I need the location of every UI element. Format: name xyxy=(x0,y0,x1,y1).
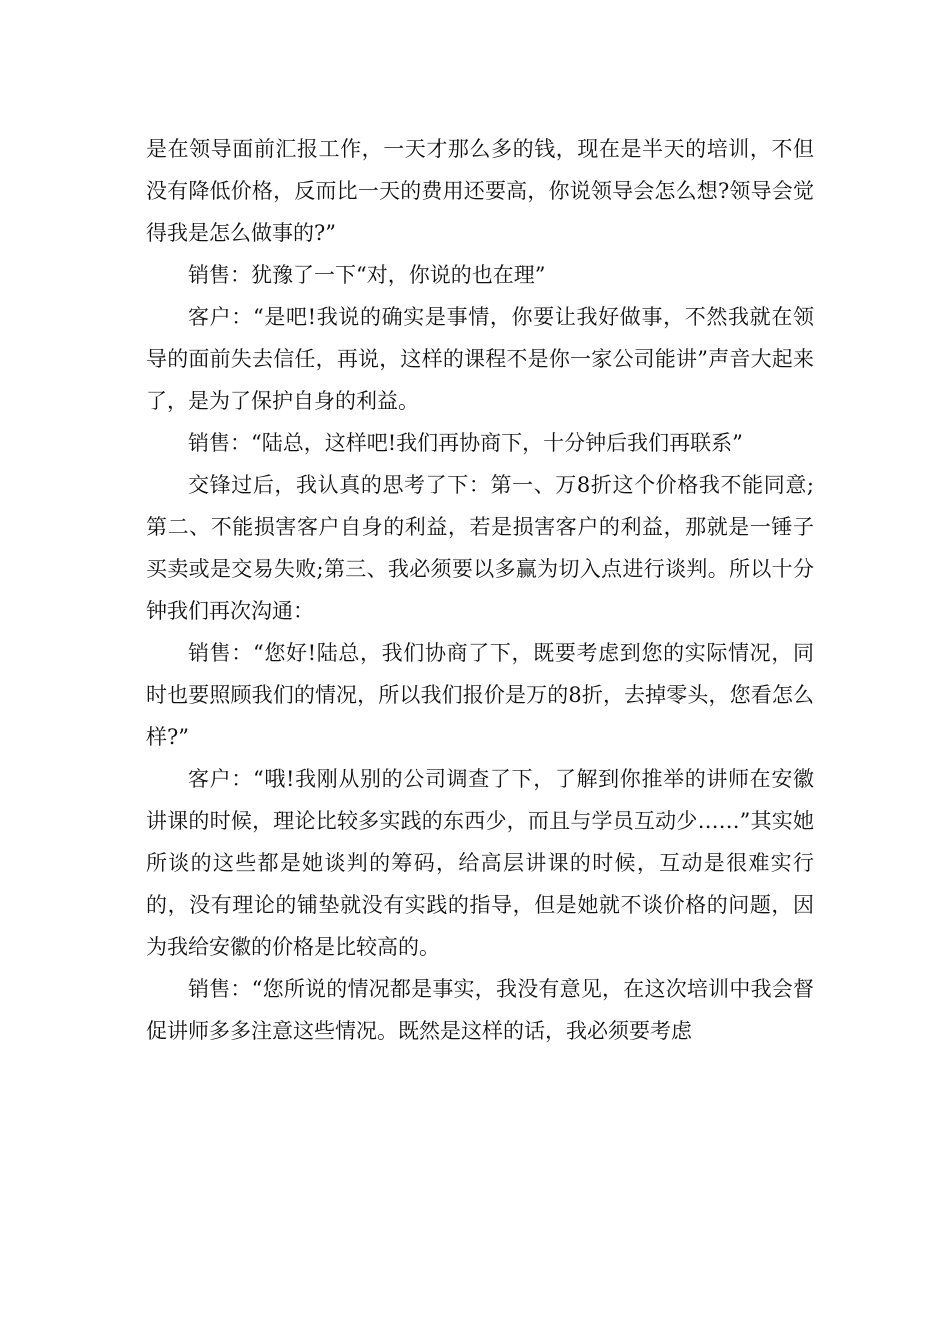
paragraph-7: 客户：“哦!我刚从别的公司调查了下，了解到你推举的讲师在安徽讲课的时候，理论比较多实践的东西少，而且与学员互动少……”其实她所谈的这些都是她谈判的筹码，给高层讲课的时候，互动是很难实行的，没有理论的铺垫就没有实践的指导，但是她就不谈价格的问题，因为我给安徽的价格是比较高的。 xyxy=(146,767,814,959)
paragraph-2: 销售：犹豫了一下“对，你说的也在理” xyxy=(188,263,546,287)
paragraph-8: 销售：“您所说的情况都是事实，我没有意见，在这次培训中我会督促讲师多多注意这些情况。既然是这样的话，我必须要考虑 xyxy=(146,977,814,1043)
paragraph-6: 销售：“您好!陆总，我们协商了下，既要考虑到您的实际情况，同时也要照顾我们的情况，所以我们报价是万的8折，去掉零头，您看怎么样?” xyxy=(146,641,814,749)
document-body xyxy=(146,128,814,1052)
paragraph-3: 客户：“是吧!我说的确实是事情，你要让我好做事，不然我就在领导的面前失去信任，再说，这样的课程不是你一家公司能讲”声音大起来了，是为了保护自身的利益。 xyxy=(146,305,814,413)
paragraph-1: 是在领导面前汇报工作，一天才那么多的钱，现在是半天的培训，不但没有降低价格，反而比一天的费用还要高，你说领导会怎么想?领导会觉得我是怎么做事的?” xyxy=(146,137,814,245)
paragraph-4: 销售：“陆总，这样吧!我们再协商下，十分钟后我们再联系” xyxy=(188,431,743,455)
paragraph-5: 交锋过后，我认真的思考了下：第一、万8折这个价格我不能同意;第二、不能损害客户自身的利益，若是损害客户的利益，那就是一锤子买卖或是交易失败;第三、我必须要以多赢为切入点进行谈判。所以十分钟我们再次沟通： xyxy=(146,473,814,623)
